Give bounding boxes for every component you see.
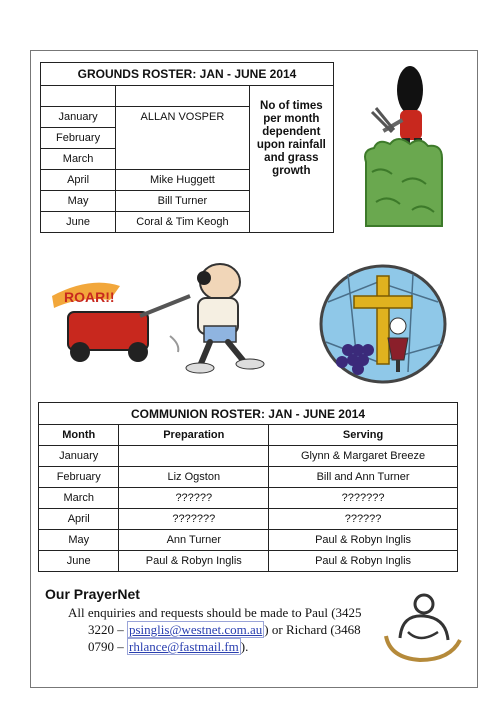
grounds-month: April	[41, 170, 116, 191]
table-row	[39, 467, 458, 488]
communion-month: April	[39, 509, 119, 530]
column-header: Serving	[269, 425, 458, 446]
prayernet-text	[68, 604, 378, 655]
column-header: Preparation	[119, 425, 269, 446]
communion-preparation: ??????	[119, 488, 269, 509]
grounds-month: March	[41, 149, 116, 170]
grounds-month: May	[41, 191, 116, 212]
column-header: Month	[39, 425, 119, 446]
table-row	[39, 446, 458, 467]
table-row	[39, 509, 458, 530]
lawnmower-man-illustration	[50, 256, 270, 376]
communion-roster-table	[38, 402, 458, 572]
table-row	[39, 551, 458, 572]
communion-preparation: Paul & Robyn Inglis	[119, 551, 269, 572]
communion-month: February	[39, 467, 119, 488]
communion-preparation: Ann Turner	[119, 530, 269, 551]
communion-serving: ??????	[269, 509, 458, 530]
communion-roster-title: COMMUNION ROSTER: JAN - JUNE 2014	[39, 403, 458, 425]
communion-month: March	[39, 488, 119, 509]
prayernet-line-3	[68, 638, 378, 655]
communion-preparation	[119, 446, 269, 467]
communion-month: May	[39, 530, 119, 551]
stained-glass-illustration	[318, 262, 448, 386]
communion-month: January	[39, 446, 119, 467]
communion-serving: Paul & Robyn Inglis	[269, 530, 458, 551]
prayernet-text-part: ).	[240, 639, 249, 654]
prayernet-line-2	[68, 621, 378, 638]
grounds-roster-table	[40, 62, 334, 233]
communion-serving: ???????	[269, 488, 458, 509]
grounds-month: January	[41, 107, 116, 128]
grounds-q1-name: ALLAN VOSPER	[116, 107, 250, 170]
table-row	[39, 488, 458, 509]
communion-serving: Paul & Robyn Inglis	[269, 551, 458, 572]
communion-serving: Glynn & Margaret Breeze	[269, 446, 458, 467]
grounds-month: June	[41, 212, 116, 233]
email-link-paul[interactable]: psinglis@westnet.com.au	[129, 622, 263, 637]
hedge-trimmer-illustration	[362, 62, 446, 230]
grounds-name: Coral & Tim Keogh	[116, 212, 250, 233]
roar-text: ROAR!!	[64, 289, 115, 305]
prayernet-line-1: All enquiries and requests should be made to Paul (3425	[68, 605, 362, 620]
prayernet-title: Our PrayerNet	[45, 586, 140, 602]
grounds-roster-title: GROUNDS ROSTER: JAN - JUNE 2014	[41, 63, 334, 86]
communion-preparation: Liz Ogston	[119, 467, 269, 488]
communion-serving: Bill and Ann Turner	[269, 467, 458, 488]
praying-figure-logo	[380, 588, 464, 666]
table-row	[39, 530, 458, 551]
communion-preparation: ???????	[119, 509, 269, 530]
table-cell	[41, 86, 116, 107]
grounds-note: No of times per month dependent upon rainfall and grass growth	[249, 86, 333, 233]
email-link-richard[interactable]: rhlance@fastmail.fm	[129, 639, 239, 654]
table-cell	[116, 86, 250, 107]
prayernet-text-part: 3220 –	[88, 622, 127, 637]
grounds-name: Mike Huggett	[116, 170, 250, 191]
communion-month: June	[39, 551, 119, 572]
grounds-name: Bill Turner	[116, 191, 250, 212]
prayernet-text-part: ) or Richard (3468	[264, 622, 361, 637]
prayernet-text-part: 0790 –	[88, 639, 127, 654]
grounds-month: February	[41, 128, 116, 149]
